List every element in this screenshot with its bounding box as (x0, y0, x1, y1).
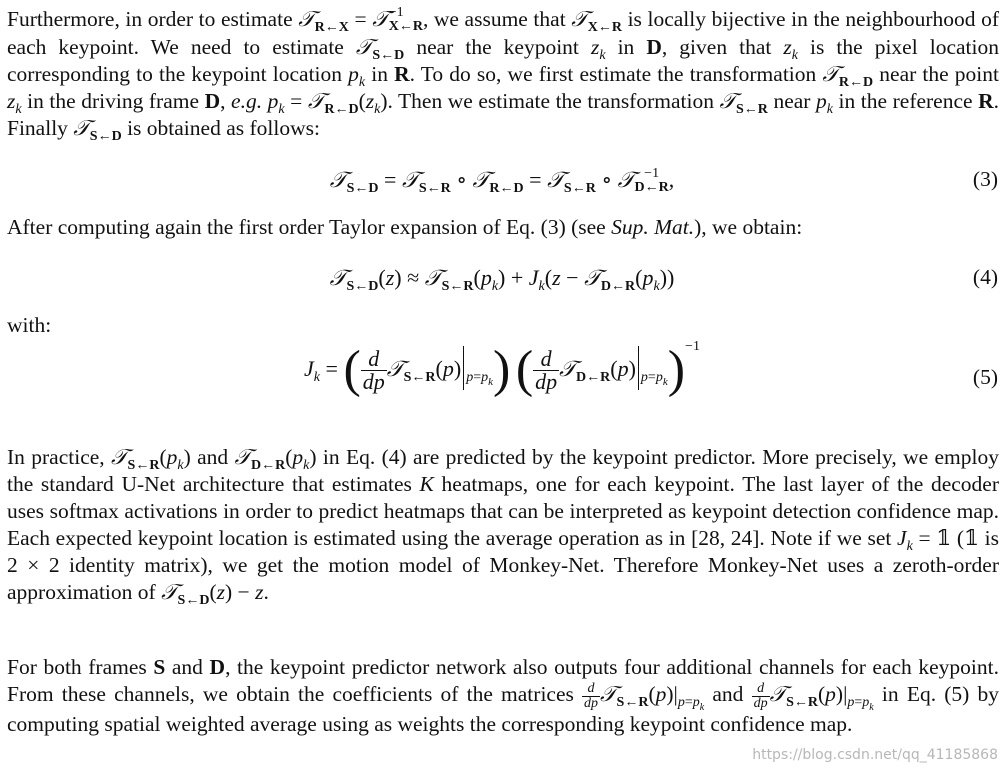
paragraph-4: In practice, $𝒯_{S\leftarrow R}(p_k)$ and $𝒯_{D\leftarrow R}(p_k)$ in Eq. (4) are predicted by the keypoint predictor. More precisely, we employ the standard U-Net architecture that estimates K heatmaps, one for each keypoint. The last layer of the decoder uses softmax activations in order to predict heatmaps that can be interpreted as keypoint detection confidence map. Each expected keypoint location is estimated using the average operation as in [28, 24]. Note if we set $J_k$ = 𝟙 (𝟙 is 2 × 2 identity matrix), we get the motion model of Monkey-Net. Therefore Monkey-Net uses a zeroth-order approximation of 𝒯$_{S\leftarrow D}$(z) − z. (7, 445, 999, 608)
equation-3-number: (3) (972, 167, 998, 191)
equation-5 (0, 339, 1004, 422)
equation-5-body: $J_k$ = ( $\frac{d}{dp}$ 𝒯$_{S\leftarrow R}$(p) $_{p=p_k}$) ( $\frac{d}{dp}$ 𝒯$_{D\leftarrow R}$(p) $_{p=p_k}$)$^{-1}$ (304, 339, 700, 398)
paragraph-2 (7, 214, 999, 241)
text: in (605, 35, 647, 59)
text: In practice, (7, 445, 112, 469)
text: , given that (661, 35, 784, 59)
text: , (220, 89, 232, 113)
equation-3-body: 𝒯$_{S\leftarrow D}$ = 𝒯$_{S\leftarrow R}$ ∘ 𝒯$_{R\leftarrow D}$ = 𝒯$_{S\leftarrow R}$ ∘ 𝒯 −1 D←R , (329, 166, 675, 196)
text: For both frames (7, 655, 154, 679)
paragraph-5: For both frames S and D, the keypoint predictor network also outputs four additional channels for each keypoint. From these channels, we obtain the coefficients of the matrices $\frac{d}{dp}$ $𝒯_{S\leftarrow R}(p)|_{p=p_k}$ and $\frac{d}{dp}$ $𝒯_{S\leftarrow R}(p)|_{p=p_k}$ in Eq. (5) by computing spatial weighted average using as weights the corresponding keypoint confidence map. (7, 655, 1000, 736)
text: in Eq. (5) by computing spatial weighted average using as weights the corresponding keypoint confidence map. (7, 682, 999, 736)
text: with: (7, 313, 52, 337)
text-eg: e.g. (231, 89, 263, 113)
text: near (767, 89, 817, 113)
text: ), we obtain: (694, 215, 803, 239)
text: in the driving frame (21, 89, 205, 113)
text: , the keypoint predictor network also outputs four additional channels for each keypoint. From these channels, we obtain the coefficients of the matrices (7, 655, 1000, 706)
text-sup-mat: Sup. Mat. (611, 215, 695, 239)
text: is locally bijective in the neighbourhood of each keypoint. We need to estimate (7, 7, 999, 59)
text: in Eq. (4) are predicted by the keypoint predictor. More precisely, we employ the standard U-Net architecture that estimates (7, 445, 999, 496)
text: . Finally (7, 89, 1000, 140)
paragraph-1: Furthermore, in order to estimate 𝒯$_{R\leftarrow X}$ = 𝒯 −1 X←R , we assume that 𝒯$_{X\leftarrow R}$ is locally bijective in the neighbourhood of each keypoint. We need to estimate 𝒯$_{S\leftarrow D}$ near the keypoint $z_k$ in D, given that $z_k$ is the pixel location corresponding to the keypoint location $p_k$ in R. To do so, we first estimate the transformation 𝒯$_{R\leftarrow D}$ near the point $z_k$ in the driving frame D, e.g. $p_k$ = $𝒯_{R\leftarrow D}(z_k)$. Then we estimate the transformation 𝒯$_{S\leftarrow R}$ near $p_k$ in the reference R. Finally 𝒯$_{S\leftarrow D}$ is obtained as follows: (7, 5, 1000, 144)
paragraph-3 (7, 312, 999, 339)
watermark: https://blog.csdn.net/qq_41185868 (752, 747, 998, 763)
text: . To do so, we first estimate the transformation (409, 62, 823, 86)
text: near the point (873, 62, 999, 86)
text: is the pixel location corresponding to the keypoint location (7, 35, 999, 86)
text: is obtained as follows: (121, 116, 320, 140)
text: in (365, 62, 395, 86)
text: Furthermore, in order to estimate (7, 7, 299, 31)
text: heatmaps, one for each keypoint. The last layer of the decoder uses softmax activations in order to predict heatmaps that can be interpreted as keypoint detection confidence map. Each expected keypoint location is estimated using the average operation as in [28, 24]. Note if we set (7, 472, 999, 550)
text: and (704, 682, 752, 706)
text: , we assume that (422, 7, 572, 31)
text: and (165, 655, 210, 679)
text: in the reference (832, 89, 979, 113)
text: and (190, 445, 235, 469)
text: is 2 × 2 identity matrix), we get the motion model of Monkey-Net. Therefore Monkey-Net uses a zeroth-order approximation of (7, 526, 999, 604)
equation-4-number: (4) (972, 265, 998, 289)
text: After computing again the first order Taylor expansion of Eq. (3) (see (7, 215, 612, 239)
text: . Then we estimate the transformation (387, 89, 720, 113)
text: near the keypoint (404, 35, 591, 59)
equation-5-number: (5) (972, 365, 998, 389)
text: . (263, 580, 269, 604)
equation-4-body: 𝒯$_{S\leftarrow D}$(z) ≈ $𝒯_{S\leftarrow R}(p_k) + J_k(z$ − $𝒯_{D\leftarrow R}(p_k)$) (329, 265, 675, 294)
